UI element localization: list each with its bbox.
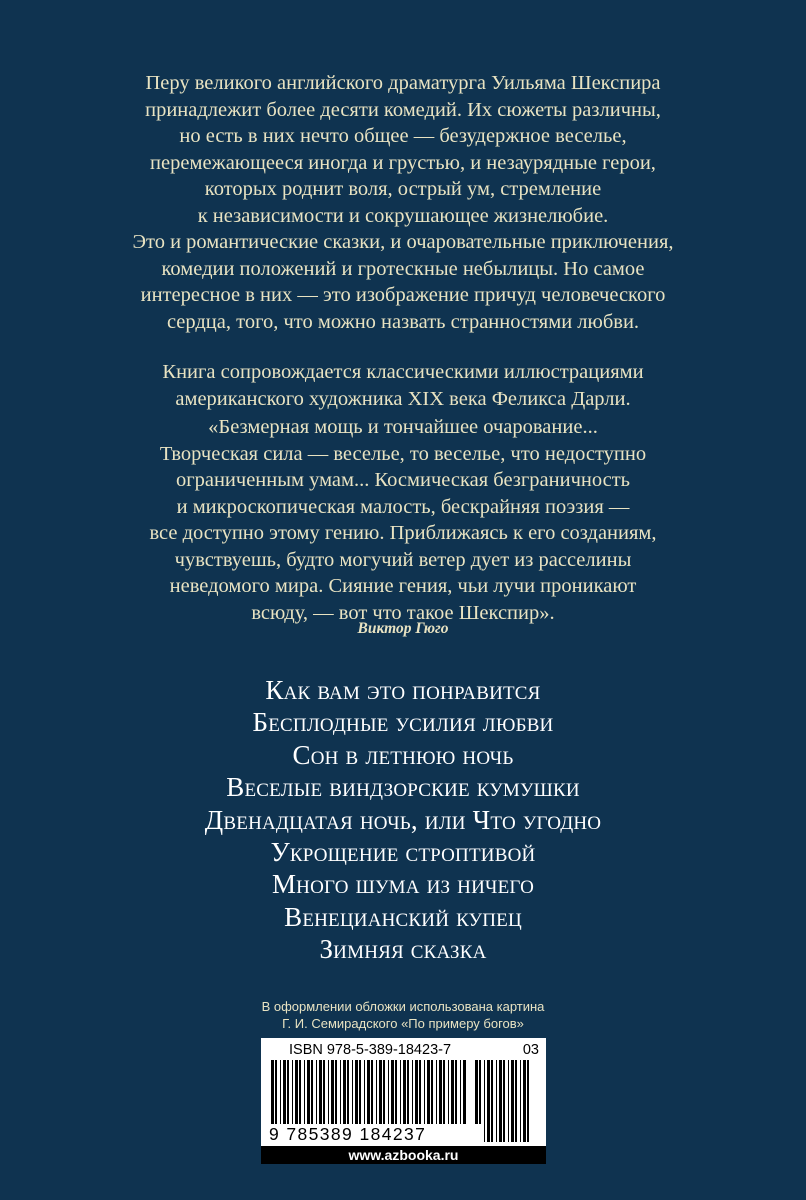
text-line: к независимости и сокрушающее жизнелюбие. bbox=[197, 204, 609, 227]
quote-author: Виктор Гюго bbox=[357, 620, 449, 637]
text-line: комедии положений и гротескные небылицы. Но самое bbox=[161, 257, 645, 280]
text-line: но есть в них нечто общее — безудержное веселье, bbox=[179, 125, 627, 147]
barcode-bar bbox=[511, 1060, 514, 1142]
barcode-bar bbox=[503, 1060, 505, 1142]
description-paragraph-1 bbox=[60, 70, 746, 335]
title-item: Венецианский купец bbox=[284, 901, 522, 932]
quote-line: всюду, — вот что такое Шекспир». bbox=[251, 601, 555, 624]
barcode-bar bbox=[496, 1060, 497, 1142]
barcode-bar bbox=[487, 1060, 490, 1142]
quote-line: чувствуешь, будто могучий ветер дует из расселины bbox=[174, 548, 632, 571]
quote-line: Творческая сила — веселье, то веселье, что недоступно bbox=[159, 442, 647, 465]
barcode-bar bbox=[523, 1060, 526, 1142]
text-line: Это и романтические сказки, и очаровательные приключения, bbox=[132, 231, 674, 253]
title-item: Двенадцатая ночь, или Что угодно bbox=[204, 804, 602, 835]
barcode-bar bbox=[520, 1060, 521, 1142]
text-line: американского художника XIX века Феликса Дарли. bbox=[175, 387, 631, 410]
text-line: перемежающееся иногда и грустью, и незаурядные герои, bbox=[150, 151, 656, 174]
publisher-url: www.azbooka.ru bbox=[261, 1146, 546, 1164]
barcode-bar bbox=[499, 1060, 502, 1142]
title-item: Укрощение строптивой bbox=[270, 837, 536, 868]
text-line: Книга сопровождается классическими иллюстрациями bbox=[162, 361, 644, 383]
barcode-header bbox=[289, 1042, 539, 1058]
text-line: Перу великого английского драматурга Уильяма Шекспира bbox=[145, 72, 661, 94]
description-paragraph-2 bbox=[60, 359, 746, 412]
text-line: интересное в них — это изображение причуд человеческого bbox=[140, 284, 666, 306]
barcode-addon-label: 03 bbox=[522, 1042, 539, 1058]
quote-line: неведомого мира. Сияние гения, чьи лучи проникают bbox=[169, 575, 637, 597]
isbn-label: ISBN 978-5-389-18423-7 bbox=[289, 1042, 452, 1058]
barcode-bar bbox=[527, 1060, 529, 1142]
quote-line: «Безмерная мощь и тончайшее очарование... bbox=[208, 416, 598, 438]
quote-line: и микроскопическая малость, бескрайняя поэзия — bbox=[176, 495, 630, 518]
title-item: Много шума из ничего bbox=[271, 869, 535, 900]
title-item: Сон в летнюю ночь bbox=[292, 739, 514, 770]
isbn-barcode bbox=[261, 1038, 546, 1164]
credit-line: В оформлении обложки использована картина bbox=[261, 999, 545, 1014]
barcode-bar bbox=[508, 1060, 509, 1142]
credit-line: Г. И. Семирадского «По примеру богов» bbox=[282, 1016, 524, 1031]
title-item: Как вам это понравится bbox=[265, 675, 541, 705]
text-line: которых роднит воля, острый ум, стремление bbox=[204, 178, 602, 200]
quote-line: все доступно этому гению. Приближаясь к его созданиям, bbox=[149, 522, 657, 544]
title-item: Веселые виндзорские кумушки bbox=[226, 772, 580, 803]
quote-block bbox=[60, 414, 746, 626]
title-item: Зимняя сказка bbox=[319, 934, 487, 965]
quote-line: ограниченным умам... Космическая безграничность bbox=[175, 469, 631, 491]
text-line: принадлежит более десяти комедий. Их сюжеты различны, bbox=[145, 98, 661, 121]
title-item: Бесплодные усилия любви bbox=[252, 707, 554, 738]
text-line: сердца, того, что можно назвать странностями любви. bbox=[166, 310, 640, 333]
barcode-bar bbox=[515, 1060, 517, 1142]
comedy-titles-list bbox=[60, 674, 746, 966]
cover-art-credit bbox=[200, 998, 606, 1032]
barcode-bar bbox=[491, 1060, 493, 1142]
barcode-bar bbox=[484, 1060, 485, 1142]
book-description bbox=[60, 70, 746, 412]
barcode-digits: 9 785389 184237 bbox=[269, 1124, 484, 1145]
